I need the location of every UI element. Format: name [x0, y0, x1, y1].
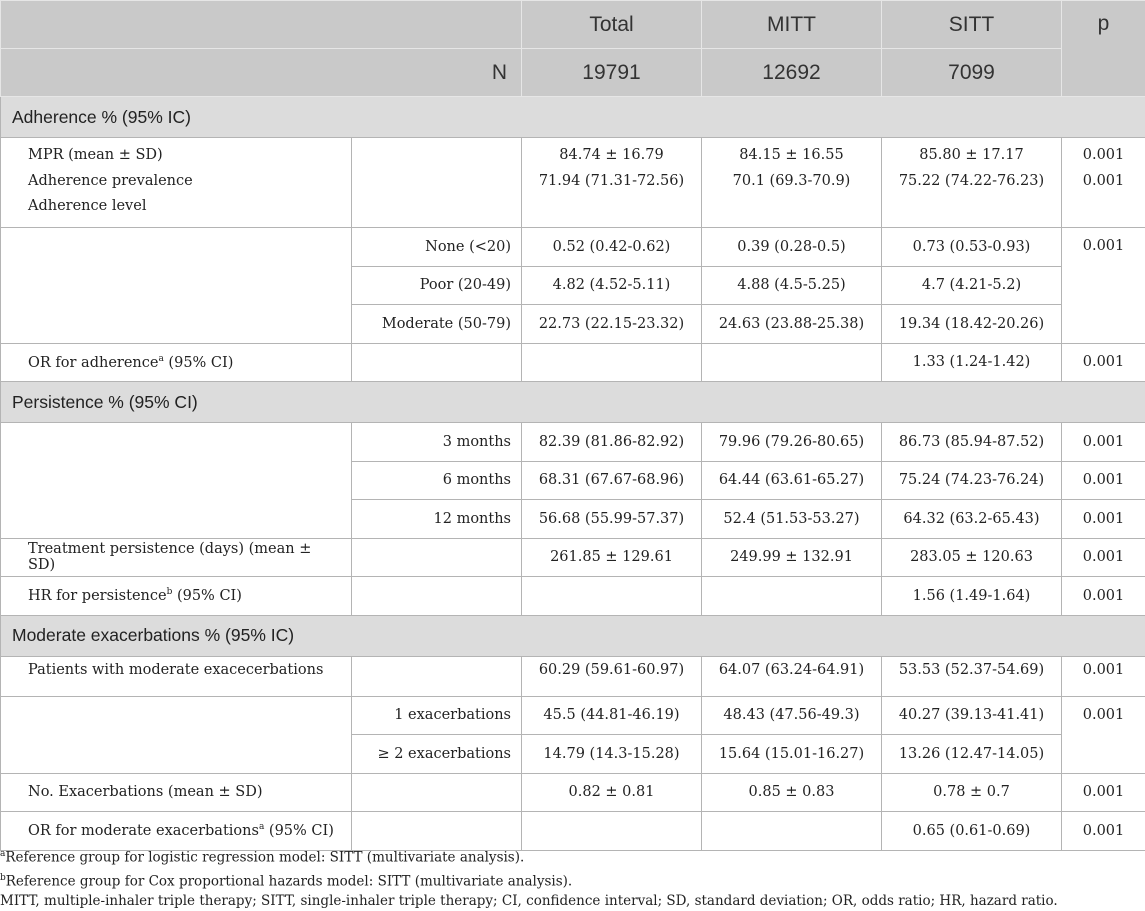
- empty-cell: [352, 773, 522, 812]
- level-poor-label: Poor (20-49): [352, 266, 522, 305]
- empty-cell: [352, 138, 522, 228]
- adherence-prevalence-label: Adherence prevalence: [28, 169, 343, 195]
- level-none-label: None (<20): [352, 228, 522, 267]
- mpr-sitt: 85.80 ± 17.17: [890, 143, 1053, 169]
- table-row: [1, 228, 1145, 267]
- persistence-6m-label: 6 months: [352, 461, 522, 500]
- persistence-3m-mitt: 79.96 (79.26-80.65): [702, 423, 882, 462]
- footnote-abbreviations: MITT, multiple-inhaler triple therapy; SITT, single-inhaler triple therapy; CI, confidence interval; SD, standard deviation; OR, odds ratio; HR, hazard ratio.: [0, 891, 1145, 911]
- persistence-6m-sitt: 75.24 (74.23-76.24): [882, 461, 1062, 500]
- level-moderate-mitt: 24.63 (23.88-25.38): [702, 305, 882, 344]
- patients-exacerbations-total: 60.29 (59.61-60.97): [522, 656, 702, 696]
- mpr-mitt: 84.15 ± 16.55: [710, 143, 873, 169]
- empty-cell: [522, 343, 702, 382]
- prevalence-mitt: 70.1 (69.3-70.9): [710, 169, 873, 195]
- persistence-12m-p: 0.001: [1062, 500, 1145, 539]
- header-p: p: [1062, 1, 1145, 97]
- no-exacerbations-label: No. Exacerbations (mean ± SD): [1, 773, 352, 812]
- section-persistence: Persistence % (95% CI): [1, 382, 1145, 423]
- exac-2-label: ≥ 2 exacerbations: [352, 735, 522, 774]
- persistence-3m-p: 0.001: [1062, 423, 1145, 462]
- header-sitt: SITT: [882, 1, 1062, 49]
- empty-cell: [352, 343, 522, 382]
- persistence-6m-p: 0.001: [1062, 461, 1145, 500]
- level-moderate-label: Moderate (50-79): [352, 305, 522, 344]
- no-exacerbations-p: 0.001: [1062, 773, 1145, 812]
- empty-cell: [1, 696, 352, 773]
- persistence-12m-label: 12 months: [352, 500, 522, 539]
- level-moderate-total: 22.73 (22.15-23.32): [522, 305, 702, 344]
- table-row: [1, 538, 1145, 577]
- prevalence-sitt: 75.22 (74.22-76.23): [890, 169, 1053, 195]
- empty-cell: [522, 577, 702, 616]
- persistence-12m-total: 56.68 (55.99-57.37): [522, 500, 702, 539]
- header-n-sitt: 7099: [882, 49, 1062, 97]
- empty-cell: [352, 656, 522, 696]
- empty-cell: [1, 423, 352, 539]
- adherence-level-label: Adherence level: [28, 194, 343, 220]
- exac-rows-p: 0.001: [1062, 696, 1145, 773]
- levels-p: 0.001: [1062, 228, 1145, 344]
- table-row: [1, 577, 1145, 616]
- table-row: [1, 343, 1145, 382]
- or-adherence-label: OR for adherence$^a$ (95% CI): [1, 343, 352, 382]
- or-adherence-sitt: 1.33 (1.24-1.42): [882, 343, 1062, 382]
- header-total: Total: [522, 1, 702, 49]
- adherence-p: [1062, 138, 1145, 228]
- treatment-persistence-p: 0.001: [1062, 538, 1145, 577]
- patients-exacerbations-label: Patients with moderate exacecerbations: [1, 656, 352, 696]
- empty-cell: [702, 343, 882, 382]
- header-n-total: 19791: [522, 49, 702, 97]
- table-row: [1, 138, 1145, 228]
- prevalence-total: 71.94 (71.31-72.56): [530, 169, 693, 195]
- adherence-sitt: [882, 138, 1062, 228]
- prevalence-p: 0.001: [1070, 169, 1137, 195]
- patients-exacerbations-p: 0.001: [1062, 656, 1145, 696]
- hr-persistence-p: 0.001: [1062, 577, 1145, 616]
- adherence-labels: [1, 138, 352, 228]
- treatment-persistence-sitt: 283.05 ± 120.63: [882, 538, 1062, 577]
- mpr-p: 0.001: [1070, 143, 1137, 169]
- hr-persistence-sitt: 1.56 (1.49-1.64): [882, 577, 1062, 616]
- table-row: [1, 656, 1145, 696]
- table-row: [1, 696, 1145, 735]
- no-exacerbations-mitt: 0.85 ± 0.83: [702, 773, 882, 812]
- level-none-mitt: 0.39 (0.28-0.5): [702, 228, 882, 267]
- empty-cell: [352, 538, 522, 577]
- mpr-total: 84.74 ± 16.79: [530, 143, 693, 169]
- persistence-3m-label: 3 months: [352, 423, 522, 462]
- persistence-6m-mitt: 64.44 (63.61-65.27): [702, 461, 882, 500]
- treatment-persistence-total: 261.85 ± 129.61: [522, 538, 702, 577]
- level-none-total: 0.52 (0.42-0.62): [522, 228, 702, 267]
- treatment-persistence-mitt: 249.99 ± 132.91: [702, 538, 882, 577]
- mpr-label: MPR (mean ± SD): [28, 143, 343, 169]
- persistence-3m-total: 82.39 (81.86-82.92): [522, 423, 702, 462]
- footnote-a: $^a$Reference group for logistic regression model: SITT (multivariate analysis).: [0, 844, 1145, 868]
- header-mitt: MITT: [702, 1, 882, 49]
- section-adherence: Adherence % (95% IC): [1, 97, 1145, 138]
- no-exacerbations-total: 0.82 ± 0.81: [522, 773, 702, 812]
- section-exacerbations: Moderate exacerbations % (95% IC): [1, 615, 1145, 656]
- empty-cell: [352, 577, 522, 616]
- level-poor-total: 4.82 (4.52-5.11): [522, 266, 702, 305]
- exac-1-mitt: 48.43 (47.56-49.3): [702, 696, 882, 735]
- adherence-mitt: [702, 138, 882, 228]
- empty-cell: [702, 577, 882, 616]
- adherence-total: [522, 138, 702, 228]
- header-n-label: N: [1, 49, 522, 97]
- patients-exacerbations-mitt: 64.07 (63.24-64.91): [702, 656, 882, 696]
- persistence-3m-sitt: 86.73 (85.94-87.52): [882, 423, 1062, 462]
- or-adherence-p: 0.001: [1062, 343, 1145, 382]
- table-row: [1, 773, 1145, 812]
- level-poor-mitt: 4.88 (4.5-5.25): [702, 266, 882, 305]
- persistence-12m-mitt: 52.4 (51.53-53.27): [702, 500, 882, 539]
- or-exacerbations-p: 0.001: [1062, 812, 1145, 851]
- empty-cell: [1, 228, 352, 344]
- level-poor-sitt: 4.7 (4.21-5.2): [882, 266, 1062, 305]
- header-n-mitt: 12692: [702, 49, 882, 97]
- exac-2-total: 14.79 (14.3-15.28): [522, 735, 702, 774]
- patients-exacerbations-sitt: 53.53 (52.37-54.69): [882, 656, 1062, 696]
- persistence-6m-total: 68.31 (67.67-68.96): [522, 461, 702, 500]
- or-exacerbations-sitt: 0.65 (0.61-0.69): [882, 812, 1062, 851]
- treatment-persistence-label: Treatment persistence (days) (mean ± SD): [1, 538, 352, 577]
- no-exacerbations-sitt: 0.78 ± 0.7: [882, 773, 1062, 812]
- persistence-12m-sitt: 64.32 (63.2-65.43): [882, 500, 1062, 539]
- exac-2-mitt: 15.64 (15.01-16.27): [702, 735, 882, 774]
- exac-2-sitt: 13.26 (12.47-14.05): [882, 735, 1062, 774]
- exac-1-label: 1 exacerbations: [352, 696, 522, 735]
- footnotes: [0, 844, 1145, 911]
- footnote-b: $^b$Reference group for Cox proportional hazards model: SITT (multivariate analysis).: [0, 868, 1145, 892]
- level-none-sitt: 0.73 (0.53-0.93): [882, 228, 1062, 267]
- table-row: [1, 423, 1145, 462]
- header-corner: [1, 1, 522, 49]
- exac-1-total: 45.5 (44.81-46.19): [522, 696, 702, 735]
- or-exacerbations-label: OR for moderate exacerbations$^a$ (95% CI): [1, 812, 352, 851]
- exac-1-sitt: 40.27 (39.13-41.41): [882, 696, 1062, 735]
- hr-persistence-label: HR for persistence$^b$ (95% CI): [1, 577, 352, 616]
- level-moderate-sitt: 19.34 (18.42-20.26): [882, 305, 1062, 344]
